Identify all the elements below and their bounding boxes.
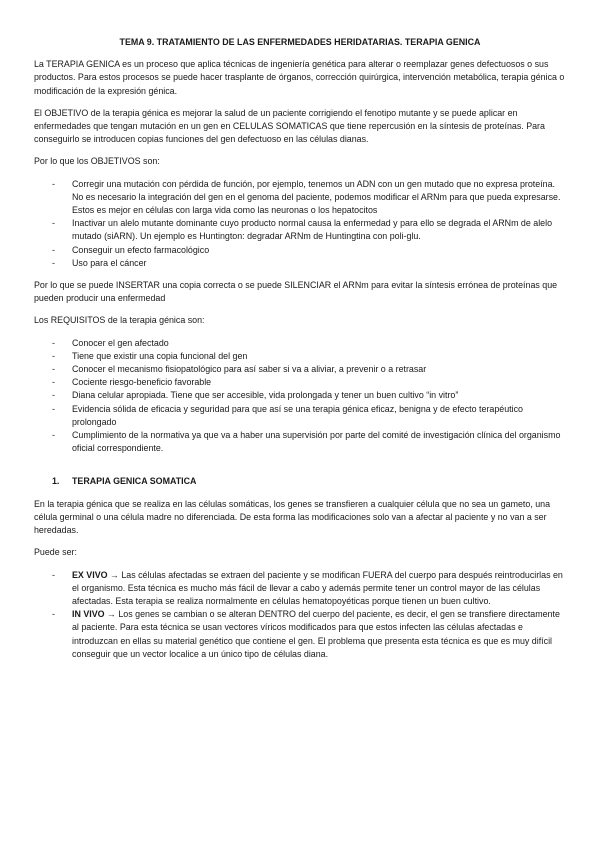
requirements-list [34,337,566,456]
list-item: - Uso para el cáncer [34,257,566,270]
objective-paragraph: El OBJETIVO de la terapia génica es mejorar la salud de un paciente corrigiendo el fenotipo mutante y se puede aplicar en enfermedades que tengan mutación en un gen en CELULAS SOMATICAS que tiene repercusión en la síntesis de proteínas. Para conseguirlo se introducen copias funciones del gen defectuoso en las células dianas. [34,107,545,145]
list-item: - Conocer el mecanismo fisiopatológico para así saber si va a aliviar, a prevenir o a retrasar [34,363,566,376]
document-title: TEMA 9. TRATAMIENTO DE LAS ENFERMEDADES HERIDATARIAS. TERAPIA GENICA [119,37,481,47]
intro-paragraph: La TERAPIA GENICA es un proceso que aplica técnicas de ingeniería genética para alterar o reemplazar genes defectuosos o sus productos. Para estos procesos se puede hacer trasplante de órganos, corrección quirúrgica, intervención metabólica, terapia génica o modificación de la expresión génica. [34,59,565,96]
insert-silence-paragraph: Por lo que se puede INSERTAR una copia correcta o se puede SILENCIAR el ARNm para evitar la síntesis errónea de proteínas que pueden producir una enfermedad [34,280,558,304]
ex-vivo-text: Las células afectadas se extraen del paciente y se modifican FUERA del cuerpo para después reintroducirlas en el organismo. Esta técnica es mucho más fácil de llevar a cabo y además permite tener un control mayor de las células afectadas. Esta terapia se realiza normalmente en células hematopoyéticas porque tienen un buen cultivo. [72,569,563,606]
list-item-ex-vivo [34,569,566,609]
objectives-list [34,178,566,270]
requirements-intro: Los REQUISITOS de la terapia génica son: [34,315,205,326]
list-item: - Conocer el gen afectado [34,337,566,350]
list-item: - Tiene que existir una copia funcional del gen [34,350,566,363]
in-vivo-text: Los genes se cambian o se alteran DENTRO del cuerpo del paciente, es decir, el gen se transfiere directamente al paciente. Para esta técnica se usan vectores víricos modificados para que estos infecten las células afectadas e introduzcan en ellas su material genético que contiene el gen. El problema que presenta esta técnica es que es muy difícil conseguir que un vector localice a un único tipo de células diana. [72,609,560,659]
section-heading [34,475,566,488]
somatic-paragraph: En la terapia génica que se realiza en las células somáticas, los genes se transfieren a cualquier célula que no sea un gameto, una célula germinal o una célula madre no diferenciada. De esta forma las modificaciones solo van a afectar al paciente y no van a ser heredadas. [34,498,551,536]
list-item: - Inactivar un alelo mutante dominante cuyo producto normal causa la enfermedad y para ello se degrada el ARNm de alelo mutado (siARN). Un ejemplo es Huntington: degradar ARNm de Huntingtina con poli-glu. [34,217,566,243]
list-item: - Diana celular apropiada. Tiene que ser accesible, vida prolongada y tener un buen cultivo “in vitro” [34,389,566,402]
objectives-intro: Por lo que los OBJETIVOS son: [34,156,160,167]
list-item: - Cociente riesgo-beneficio favorable [34,376,566,389]
can-be-paragraph: Puede ser: [34,547,77,558]
list-item: - Evidencia sólida de eficacia y seguridad para que así se una terapia génica eficaz, benigna y de efecto terapéutico prolongado [34,403,566,429]
types-list [34,569,566,661]
section-number: 1. [52,476,60,487]
list-item: - Conseguir un efecto farmacológico [34,244,566,257]
list-item: - Cumplimiento de la normativa ya que va a haber una supervisión por parte del comité de investigación clínica del organismo oficial correspondiente. [34,429,566,455]
list-item: - Corregir una mutación con pérdida de función, por ejemplo, tenemos un ADN con un gen mutado que no expresa proteína. No es necesario la integración del gen en el genoma del paciente, podemos modificar el ARNm para que pueda expresarse. Estos es mejor en células con larga vida como las neuronas o los hepatocitos [34,178,566,218]
ex-vivo-label: EX VIVO → [72,569,119,580]
in-vivo-label: IN VIVO → [72,609,116,620]
section-title: TERAPIA GENICA SOMATICA [72,476,197,487]
list-item-in-vivo [34,608,566,661]
